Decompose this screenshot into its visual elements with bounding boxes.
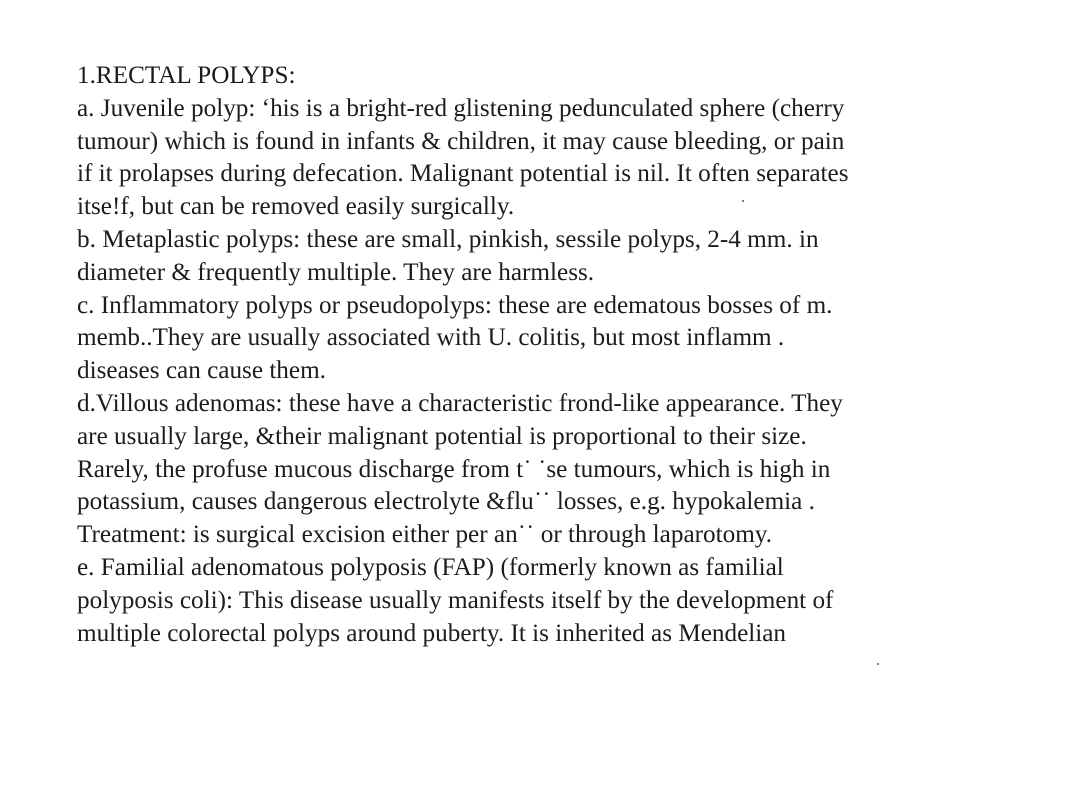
scan-speck [742,200,744,202]
text-line: memb..They are usually associated with U. colitis, but most inflamm . [77,324,785,352]
text-line: multiple colorectal polyps around puberty. It is inherited as Mendelian [77,619,787,647]
text-line: b. Metaplastic polyps: these are small, pinkish, sessile polyps, 2-4 mm. in [77,225,819,253]
scan-speck [877,663,879,665]
text-line: potassium, causes dangerous electrolyte &flu˙˙ losses, e.g. hypokalemia . [77,488,815,516]
text-line: tumour) which is found in infants & children, it may cause bleeding, or pain [77,127,845,155]
text-line: are usually large, &their malignant potential is proportional to their size. [77,422,807,450]
text-line: polyposis coli): This disease usually manifests itself by the development of [77,586,834,614]
text-line: diameter & frequently multiple. They are harmless. [77,258,595,286]
document-body [77,60,977,650]
text-line: d.Villous adenomas: these have a characteristic frond-like appearance. They [77,389,843,417]
text-line: Treatment: is surgical excision either per an˙˙ or through laparotomy. [77,521,773,549]
text-line: a. Juvenile polyp: ‘his is a bright-red glistening pedunculated sphere (cherry [77,94,845,122]
text-line: c. Inflammatory polyps or pseudopolyps: these are edematous bosses of m. [77,291,833,319]
text-line: e. Familial adenomatous polyposis (FAP) (formerly known as familial [77,553,784,581]
text-line: Rarely, the profuse mucous discharge from t˙ ˙se tumours, which is high in [77,455,831,483]
text-line: if it prolapses during defecation. Malignant potential is nil. It often separates [77,160,849,188]
text-line: diseases can cause them. [77,357,326,385]
section-heading: 1.RECTAL POLYPS: [77,62,296,89]
text-line: itse!f, but can be removed easily surgically. [77,193,515,221]
